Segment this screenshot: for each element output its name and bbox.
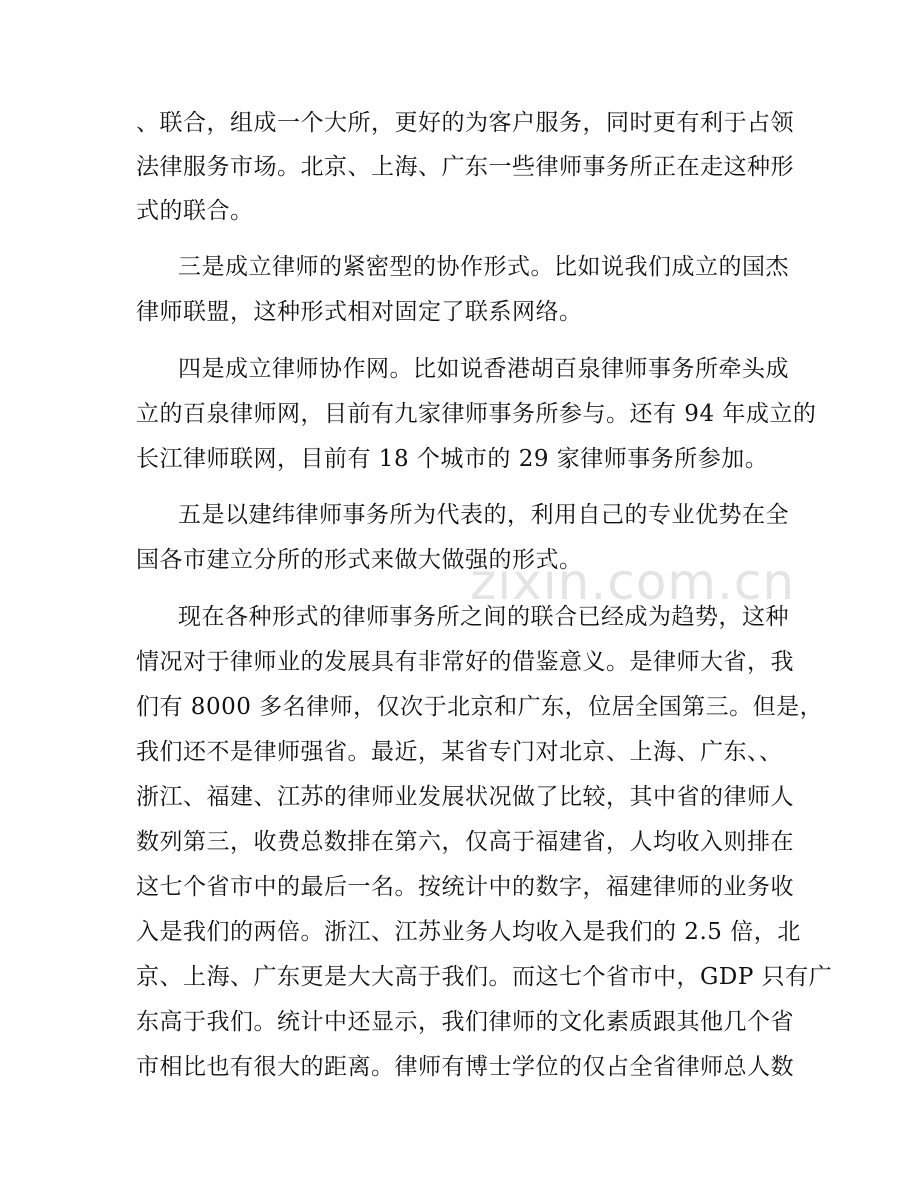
- text-line: 长江律师联网，目前有 18 个城市的 29 家律师事务所参加。: [136, 446, 769, 472]
- text-line: 京、上海、广东更是大大高于我们。而这七个省市中，GDP 只有广: [136, 964, 833, 990]
- text-line: 入是我们的两倍。浙江、江苏业务人均收入是我们的 2.5 倍，北: [136, 919, 801, 945]
- text-line: 四是成立律师协作网。比如说香港胡百泉律师事务所牵头成: [178, 356, 789, 382]
- watermark: zixin.com.cn: [470, 553, 796, 611]
- text-line: 、联合，组成一个大所，更好的为客户服务，同时更有利于占领: [136, 110, 794, 136]
- text-line: 市相比也有很大的距离。律师有博士学位的仅占全省律师总人数: [136, 1054, 794, 1080]
- text-line: 国各市建立分所的形式来做大做强的形式。: [136, 547, 583, 573]
- text-line: 式的联合。: [136, 198, 254, 224]
- text-line: 法律服务市场。北京、上海、广东一些律师事务所正在走这种形: [136, 154, 794, 180]
- text-line: 立的百泉律师网，目前有九家律师事务所参与。还有 94 年成立的: [136, 401, 817, 427]
- text-line: 现在各种形式的律师事务所之间的联合已经成为趋势，这种: [178, 604, 789, 630]
- text-line: 五是以建纬律师事务所为代表的，利用自己的专业优势在全: [178, 502, 789, 528]
- text-line: 这七个省市中的最后一名。按统计中的数字，福建律师的业务收: [136, 874, 794, 900]
- text-line: 三是成立律师的紧密型的协作形式。比如说我们成立的国杰: [178, 254, 789, 280]
- text-line: 们有 8000 多名律师，仅次于北京和广东，位居全国第三。但是，: [136, 694, 824, 720]
- text-line: 我们还不是律师强省。最近，某省专门对北京、上海、广东、、: [136, 739, 783, 765]
- text-line: 律师联盟，这种形式相对固定了联系网络。: [136, 299, 583, 325]
- text-line: 东高于我们。统计中还显示，我们律师的文化素质跟其他几个省: [136, 1009, 794, 1035]
- text-line: 数列第三，收费总数排在第六，仅高于福建省，人均收入则排在: [136, 829, 794, 855]
- text-line: 情况对于律师业的发展具有非常好的借鉴意义。是律师大省，我: [136, 649, 794, 675]
- text-line: 浙江、福建、江苏的律师业发展状况做了比较，其中省的律师人: [136, 784, 794, 810]
